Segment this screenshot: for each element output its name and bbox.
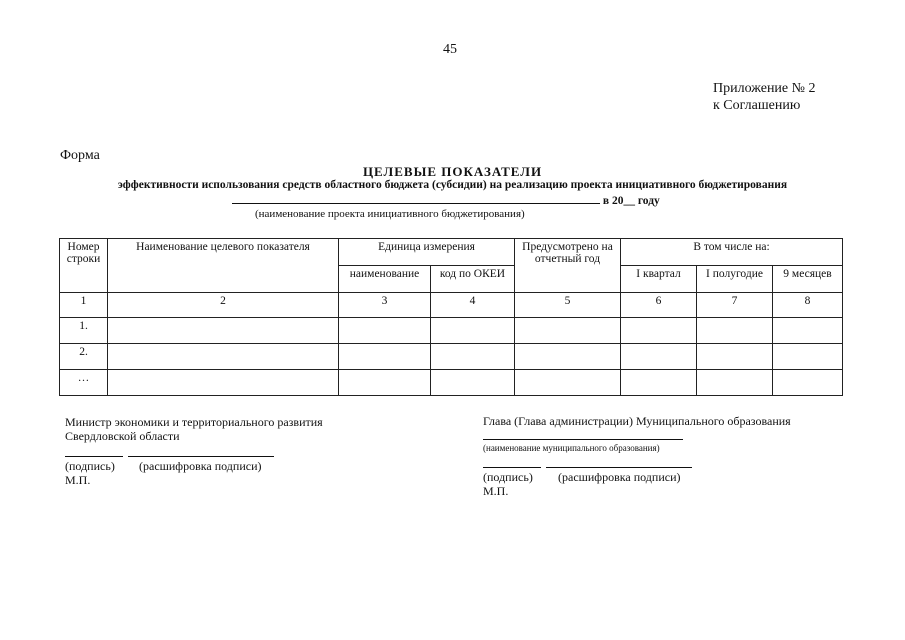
- left-decoding-label: (расшифровка подписи): [139, 459, 262, 473]
- appendix-reference: [713, 80, 816, 114]
- column-number: 8: [773, 293, 843, 318]
- table-cell[interactable]: [108, 344, 339, 370]
- page-number: 45: [443, 42, 457, 57]
- right-stamp: М.П.: [483, 484, 509, 498]
- table-cell[interactable]: [431, 318, 515, 344]
- table-cell[interactable]: [697, 318, 773, 344]
- right-signatory-title: Глава (Глава администрации) Муниципального образования: [483, 414, 791, 428]
- header-unit-name: наименование: [339, 266, 431, 293]
- row-number: …: [60, 370, 108, 396]
- right-decoding-line: [546, 467, 692, 468]
- header-unit-code: код по ОКЕИ: [431, 266, 515, 293]
- row-number: 1.: [60, 318, 108, 344]
- left-title-line-1: Министр экономики и территориального развития: [65, 415, 323, 429]
- table-cell[interactable]: [697, 370, 773, 396]
- header-row-number-text: Номер строки: [66, 241, 101, 265]
- column-number: 1: [60, 293, 108, 318]
- table-row: [60, 318, 843, 344]
- header-including: [621, 239, 843, 266]
- left-signature-line: [65, 456, 123, 457]
- table-cell[interactable]: [339, 370, 431, 396]
- table-cell[interactable]: [515, 370, 621, 396]
- header-indicator-name: [108, 239, 339, 293]
- left-stamp: М.П.: [65, 473, 91, 487]
- table-row: [60, 344, 843, 370]
- table-row: [60, 370, 843, 396]
- column-number: 4: [431, 293, 515, 318]
- table-cell[interactable]: [773, 344, 843, 370]
- project-name-blank: [232, 194, 600, 204]
- project-name-hint: (наименование проекта инициативного бюджетирования): [255, 208, 525, 220]
- appendix-line-1: Приложение № 2: [713, 81, 816, 96]
- row-number: 2.: [60, 344, 108, 370]
- table-cell[interactable]: [339, 318, 431, 344]
- table-cell[interactable]: [697, 344, 773, 370]
- municipality-name-hint: (наименование муниципального образования): [483, 443, 660, 453]
- table-cell[interactable]: [339, 344, 431, 370]
- left-decoding-line: [128, 456, 274, 457]
- table-cell[interactable]: [515, 344, 621, 370]
- column-number: 2: [108, 293, 339, 318]
- header-indicator-name-text: Наименование целевого показателя: [136, 241, 310, 253]
- header-unit: [339, 239, 515, 266]
- document-subtitle: эффективности использования средств областного бюджета (субсидии) на реализацию проекта инициативного бюджетирования: [117, 179, 788, 191]
- appendix-line-2: к Соглашению: [713, 98, 801, 113]
- table-cell[interactable]: [621, 318, 697, 344]
- document-title: ЦЕЛЕВЫЕ ПОКАЗАТЕЛИ: [362, 164, 543, 179]
- header-m9: 9 месяцев: [773, 266, 843, 293]
- right-signature-line: [483, 467, 541, 468]
- table-cell[interactable]: [515, 318, 621, 344]
- form-label: Форма: [60, 148, 100, 163]
- table-cell[interactable]: [621, 344, 697, 370]
- table-cell[interactable]: [108, 370, 339, 396]
- table-cell[interactable]: [431, 370, 515, 396]
- column-number: 7: [697, 293, 773, 318]
- right-signature-label: (подпись): [483, 470, 533, 484]
- column-number: 6: [621, 293, 697, 318]
- project-year-line: [232, 194, 660, 207]
- table-cell[interactable]: [431, 344, 515, 370]
- header-h1: I полугодие: [697, 266, 773, 293]
- header-q1: I квартал: [621, 266, 697, 293]
- column-number: 5: [515, 293, 621, 318]
- left-signatory-title: [65, 415, 323, 443]
- right-decoding-label: (расшифровка подписи): [558, 470, 681, 484]
- municipality-name-line: [483, 439, 683, 440]
- column-numbers-row: [60, 293, 843, 318]
- header-including-text: В том числе на:: [693, 241, 770, 253]
- header-planned-text: Предусмотрено на отчетный год: [522, 241, 613, 265]
- left-title-line-2: Свердловской области: [65, 429, 180, 443]
- header-planned: [515, 239, 621, 293]
- year-text: в 20__ году: [602, 195, 660, 207]
- header-row-number: [60, 239, 108, 293]
- column-number: 3: [339, 293, 431, 318]
- table-cell[interactable]: [773, 318, 843, 344]
- left-signature-label: (подпись): [65, 459, 115, 473]
- header-row-1: [60, 239, 843, 266]
- header-unit-text: Единица измерения: [378, 241, 475, 253]
- indicators-table: [59, 238, 843, 396]
- table-cell[interactable]: [621, 370, 697, 396]
- table-cell[interactable]: [108, 318, 339, 344]
- table-cell[interactable]: [773, 370, 843, 396]
